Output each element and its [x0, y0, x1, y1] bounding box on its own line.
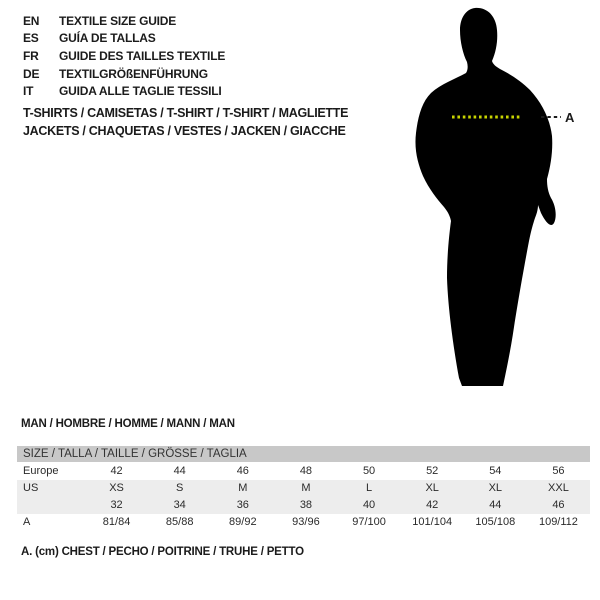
size-cell: 85/88: [165, 516, 194, 528]
language-row-it: [23, 82, 225, 100]
size-table-header: SIZE / TALLA / TAILLE / GRÖSSE / TAGLIA: [17, 446, 590, 462]
size-cell: 44: [489, 499, 502, 511]
size-cell: 34: [173, 499, 186, 511]
size-cell: 40: [362, 499, 376, 511]
size-cell: XXL: [548, 482, 569, 494]
size-cell: 42: [426, 499, 439, 511]
measure-label-a: A: [565, 110, 575, 125]
size-cell: 42: [110, 465, 123, 477]
size-cell: XS: [109, 482, 124, 494]
size-cell: M: [301, 482, 311, 494]
size-cell: M: [238, 482, 248, 494]
size-cell: 101/104: [412, 516, 453, 528]
row-label: [17, 497, 85, 514]
size-cell: L: [366, 482, 373, 494]
size-cell: 46: [552, 499, 565, 511]
language-label: GUÍA DE TALLAS: [59, 31, 156, 46]
size-cell: 44: [173, 465, 186, 477]
size-cell: XL: [425, 482, 439, 494]
language-code: FR: [23, 48, 39, 63]
language-row-fr: [23, 47, 225, 65]
row-label: US: [23, 482, 39, 494]
man-silhouette-shape: [415, 8, 555, 386]
language-code: IT: [23, 84, 34, 99]
size-cell: 52: [426, 465, 439, 477]
row-label: A: [23, 516, 31, 528]
language-code: DE: [23, 66, 40, 81]
size-cell: 56: [552, 465, 565, 477]
man-silhouette-figure: [405, 4, 595, 394]
size-cell: 97/100: [352, 516, 386, 528]
language-code: ES: [23, 31, 39, 46]
size-cell: 38: [299, 499, 313, 511]
size-cell: XL: [488, 482, 503, 494]
language-label: GUIDE DES TAILLES TEXTILE: [59, 48, 226, 63]
language-label: GUIDA ALLE TAGLIE TESSILI: [59, 84, 222, 99]
size-cell: 93/96: [292, 516, 320, 528]
size-cell: 48: [299, 465, 313, 477]
size-table: [17, 446, 590, 531]
size-cell: S: [176, 482, 184, 494]
table-row-us: [17, 480, 590, 497]
size-cell: 105/108: [475, 516, 516, 528]
language-label: TEXTILE SIZE GUIDE: [59, 13, 177, 28]
language-list: [23, 12, 225, 100]
row-label: Europe: [23, 465, 59, 477]
footnote-chest: A. (cm) CHEST / PECHO / POITRINE / TRUHE / PETTO: [21, 546, 304, 558]
size-cell: 36: [236, 499, 249, 511]
size-cell: 109/112: [538, 516, 578, 528]
table-row-chest-a: [17, 514, 590, 531]
language-label: TEXTILGRÖßENFÜHRUNG: [59, 66, 208, 81]
section-title-man: MAN / HOMBRE / HOMME / MANN / MAN: [21, 418, 235, 430]
size-cell: 46: [236, 465, 249, 477]
language-code: EN: [23, 13, 40, 28]
size-cell: 50: [362, 465, 376, 477]
size-cell: 81/84: [102, 516, 131, 528]
category-lines: [23, 104, 348, 140]
category-line-jackets: JACKETS / CHAQUETAS / VESTES / JACKEN / GIACCHE: [23, 124, 346, 138]
table-row-numeric: [17, 497, 590, 514]
language-row-es: [23, 30, 225, 48]
language-row-de: [23, 65, 225, 83]
table-row-europe: [17, 463, 590, 480]
size-cell: 32: [110, 499, 123, 511]
size-cell: 89/92: [229, 516, 257, 528]
category-line-tshirts: T-SHIRTS / CAMISETAS / T-SHIRT / T-SHIRT / MAGLIETTE: [23, 106, 349, 120]
language-row-en: [23, 12, 225, 30]
size-cell: 54: [489, 465, 502, 477]
